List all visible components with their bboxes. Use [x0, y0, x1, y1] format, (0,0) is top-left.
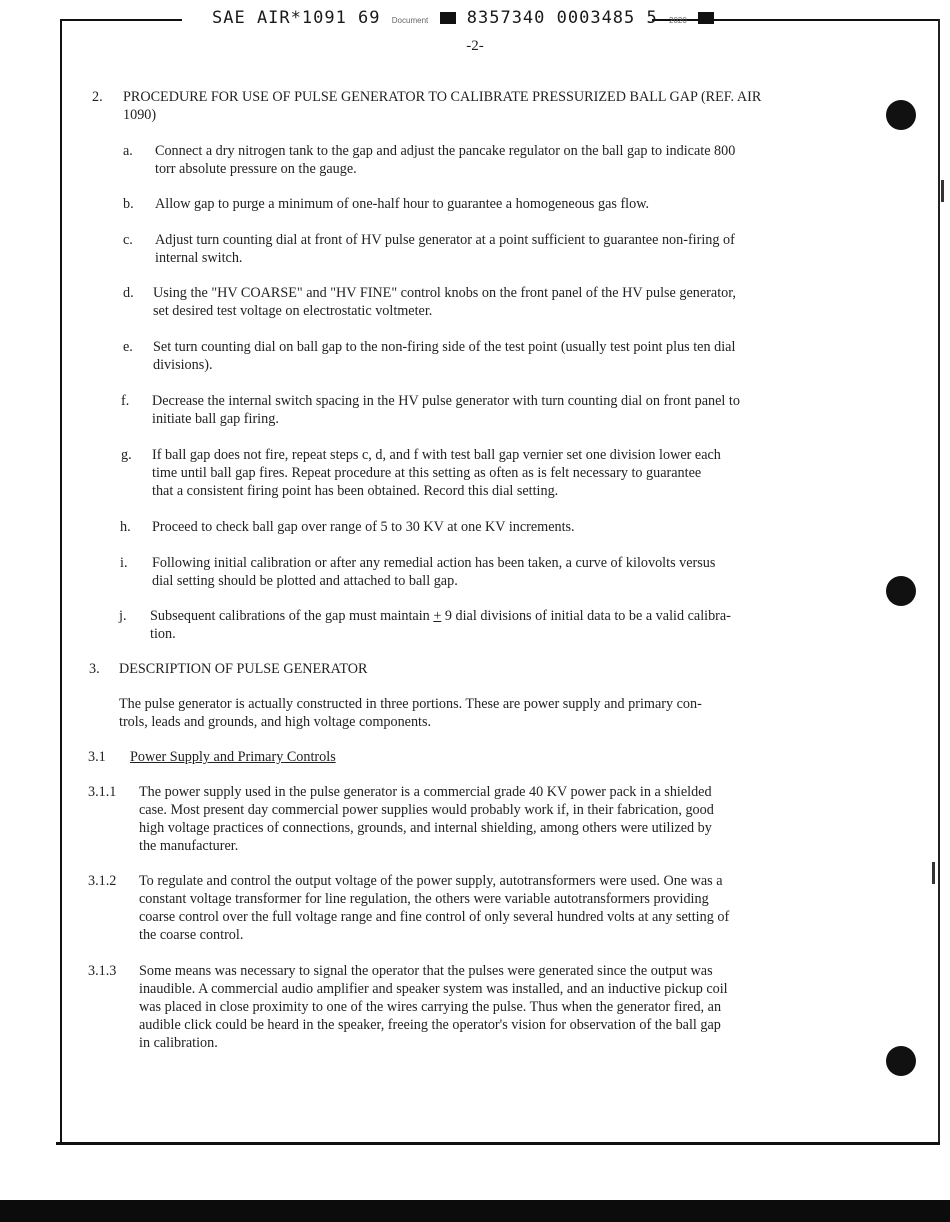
page-number: -2-	[466, 38, 484, 54]
step-line	[150, 607, 731, 625]
paragraph-number: 3.1.2	[88, 873, 117, 889]
step-line: divisions).	[153, 357, 213, 373]
section-3-1-title: Power Supply and Primary Controls	[130, 749, 336, 765]
step-label: g.	[121, 447, 132, 463]
paragraph-number: 3.1.1	[88, 784, 117, 800]
punch-hole-bottom	[886, 1046, 916, 1076]
step-line: time until ball gap fires. Repeat procedure at this setting as often as is felt necessary to guarantee	[152, 465, 702, 481]
watermark-text: Document	[391, 16, 429, 25]
step-line: internal switch.	[155, 250, 243, 266]
step-label: h.	[120, 519, 131, 535]
step-j-text-post: 9 dial divisions of initial data to be a valid calibra-	[441, 608, 731, 624]
frame-top-left	[60, 19, 182, 21]
step-line: Set turn counting dial on ball gap to the non-firing side of the test point (usually test point plus ten dial	[153, 339, 736, 355]
step-line: Using the "HV COARSE" and "HV FINE" control knobs on the front panel of the HV pulse generator,	[153, 285, 736, 301]
paragraph-line: inaudible. A commercial audio amplifier and speaker system was installed, and an inductive pickup coil	[139, 981, 728, 997]
paragraph-line: audible click could be heard in the speaker, freeing the operator's vision for observation of the ball gap	[139, 1017, 721, 1033]
paragraph-number: 3.1.3	[88, 963, 117, 979]
step-j-text-pre: Subsequent calibrations of the gap must maintain	[150, 608, 434, 624]
paragraph-line: coarse control over the full voltage range and fine control of only several hundred volts at any setting of	[139, 909, 730, 925]
section-3-number: 3.	[89, 661, 100, 677]
step-line: that a consistent firing point has been obtained. Record this dial setting.	[152, 483, 559, 499]
step-line: initiate ball gap firing.	[152, 411, 279, 427]
paragraph-line: case. Most present day commercial power supplies would probably work if, in their fabrication, good	[139, 802, 714, 818]
plus-minus-symbol: +	[433, 608, 442, 624]
step-label: a.	[123, 143, 133, 159]
serial-number: 8357340 0003485 5	[466, 8, 658, 28]
step-line: tion.	[150, 626, 176, 642]
scan-speck	[932, 862, 935, 884]
step-line: set desired test voltage on electrostatic voltmeter.	[153, 303, 433, 319]
step-line: If ball gap does not fire, repeat steps c, d, and f with test ball gap vernier set one division lower each	[152, 447, 721, 463]
ink-blot	[440, 12, 456, 24]
paragraph-line: the coarse control.	[139, 927, 244, 943]
frame-bottom	[56, 1142, 940, 1145]
paragraph-line: in calibration.	[139, 1035, 218, 1051]
paragraph-line: constant voltage transformer for line regulation, the others were variable autotransformers providing	[139, 891, 709, 907]
paragraph-line: the manufacturer.	[139, 838, 239, 854]
step-label: f.	[121, 393, 130, 409]
paragraph-line: high voltage practices of connections, grounds, and internal shielding, among others were utilized by	[139, 820, 712, 836]
step-label: e.	[123, 339, 133, 355]
section-3-title: DESCRIPTION OF PULSE GENERATOR	[119, 661, 368, 677]
step-line: Connect a dry nitrogen tank to the gap and adjust the pancake regulator on the ball gap to indicate 800	[155, 143, 736, 159]
step-label: b.	[123, 196, 134, 212]
step-line: Allow gap to purge a minimum of one-half hour to guarantee a homogeneous gas flow.	[155, 196, 650, 212]
step-label: d.	[123, 285, 134, 301]
doc-code: SAE AIR*1091 69	[212, 8, 381, 28]
paragraph-line: The power supply used in the pulse generator is a commercial grade 40 KV power pack in a shielded	[139, 784, 712, 800]
frame-left	[60, 19, 62, 1144]
step-label: j.	[119, 608, 127, 624]
section-3-intro-line: The pulse generator is actually constructed in three portions. These are power supply and primary con-	[119, 696, 702, 712]
section-2-title: PROCEDURE FOR USE OF PULSE GENERATOR TO CALIBRATE PRESSURIZED BALL GAP (REF. AIR	[123, 89, 762, 105]
scan-bottom-band	[0, 1200, 950, 1222]
frame-right	[938, 19, 940, 1144]
step-line: dial setting should be plotted and attached to ball gap.	[152, 573, 458, 589]
paragraph-line: was placed in close proximity to one of the wires carrying the pulse. Thus when the generator fired, an	[139, 999, 722, 1015]
header-small-text: 2020	[669, 16, 687, 25]
document-header	[212, 8, 714, 28]
punch-hole-middle	[886, 576, 916, 606]
scan-speck	[941, 180, 944, 202]
step-line: Proceed to check ball gap over range of 5 to 30 KV at one KV increments.	[152, 519, 575, 535]
punch-hole-top	[886, 100, 916, 130]
step-line: Adjust turn counting dial at front of HV pulse generator at a point sufficient to guarantee non-firing of	[155, 232, 735, 248]
section-3-1-number: 3.1	[88, 749, 106, 765]
step-label: c.	[123, 232, 133, 248]
section-2-number: 2.	[92, 89, 103, 105]
step-line: torr absolute pressure on the gauge.	[155, 161, 357, 177]
section-2-title-cont: 1090)	[123, 107, 157, 123]
paragraph-line: To regulate and control the output voltage of the power supply, autotransformers were used. One was a	[139, 873, 723, 889]
paragraph-line: Some means was necessary to signal the operator that the pulses were generated since the output was	[139, 963, 713, 979]
step-line: Decrease the internal switch spacing in the HV pulse generator with turn counting dial on front panel to	[152, 393, 740, 409]
section-3-intro-line: trols, leads and grounds, and high voltage components.	[119, 714, 432, 730]
ink-blot	[698, 12, 714, 24]
step-line: Following initial calibration or after any remedial action has been taken, a curve of kilovolts versus	[152, 555, 716, 571]
step-label: i.	[120, 555, 128, 571]
